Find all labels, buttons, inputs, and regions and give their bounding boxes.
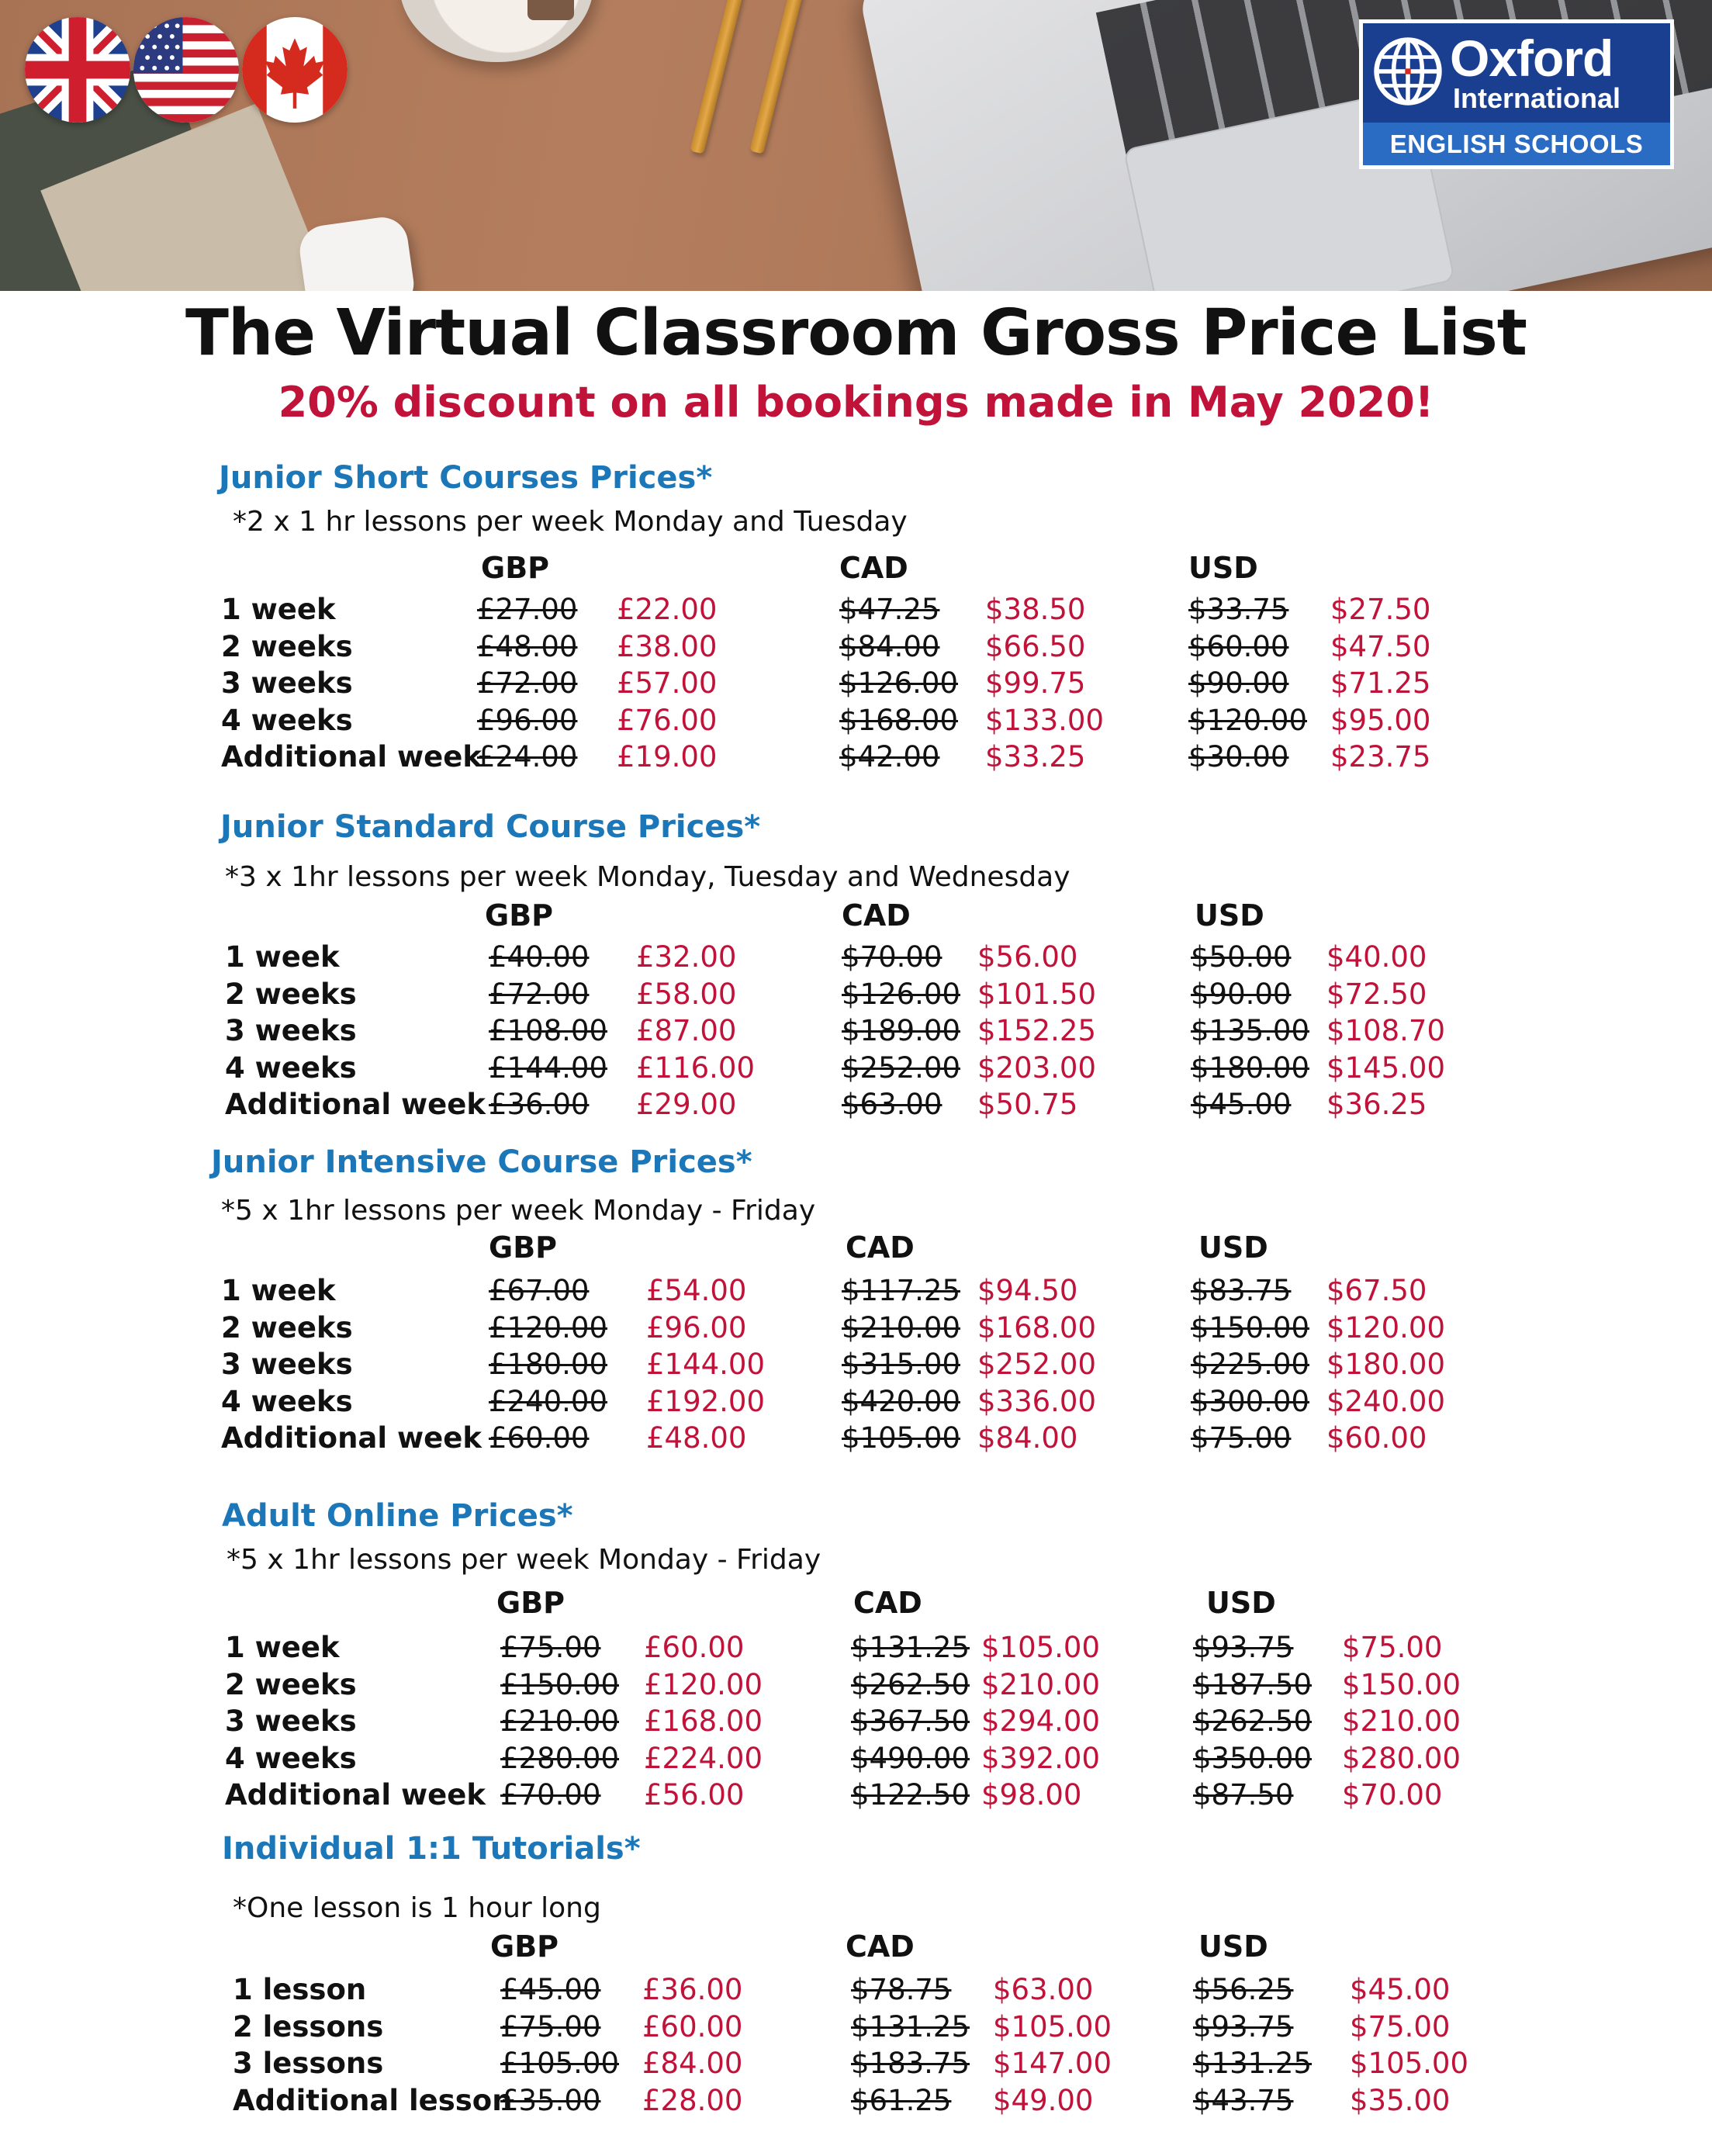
currency-header: CAD bbox=[839, 551, 908, 585]
duration-label: 2 lessons bbox=[233, 2009, 384, 2044]
price-row bbox=[0, 1740, 1712, 1777]
cad-discounted-price: $392.00 bbox=[981, 1741, 1101, 1775]
cad-original-price: $126.00 bbox=[839, 666, 959, 700]
gbp-original-price: £40.00 bbox=[489, 940, 590, 974]
duration-label: 2 weeks bbox=[221, 1310, 353, 1344]
cad-original-price: $183.75 bbox=[851, 2047, 970, 2080]
currency-header: GBP bbox=[496, 1586, 565, 1620]
section-heading: Junior Standard Course Prices* bbox=[220, 809, 761, 845]
duration-label: 1 week bbox=[225, 1631, 340, 1664]
currency-header: CAD bbox=[846, 1929, 915, 1964]
currency-header: USD bbox=[1198, 1230, 1268, 1265]
usd-original-price: $187.50 bbox=[1193, 1667, 1313, 1701]
price-row bbox=[0, 1346, 1712, 1383]
uk-flag-icon bbox=[25, 17, 130, 123]
section-note: *2 x 1 hr lessons per week Monday and Tuesday bbox=[233, 506, 908, 538]
gbp-discounted-price: £76.00 bbox=[617, 703, 718, 737]
us-flag-graphic bbox=[133, 17, 239, 123]
gbp-discounted-price: £144.00 bbox=[646, 1348, 766, 1381]
gbp-original-price: £96.00 bbox=[477, 703, 578, 737]
cad-discounted-price: $98.00 bbox=[981, 1778, 1082, 1812]
section-heading: Individual 1:1 Tutorials* bbox=[222, 1831, 641, 1867]
cad-original-price: $63.00 bbox=[842, 1088, 942, 1121]
cad-original-price: $367.50 bbox=[851, 1704, 970, 1738]
cad-discounted-price: $84.00 bbox=[977, 1421, 1078, 1455]
usd-original-price: $135.00 bbox=[1191, 1014, 1310, 1047]
cad-discounted-price: $168.00 bbox=[977, 1310, 1097, 1344]
uk-flag-graphic bbox=[25, 17, 130, 123]
usd-discounted-price: $45.00 bbox=[1350, 1973, 1451, 2006]
duration-label: 2 weeks bbox=[221, 629, 353, 663]
price-row bbox=[0, 665, 1712, 701]
gbp-discounted-price: £58.00 bbox=[636, 977, 737, 1011]
pencil bbox=[690, 0, 749, 154]
gbp-discounted-price: £116.00 bbox=[636, 1050, 756, 1085]
cad-original-price: $315.00 bbox=[842, 1348, 961, 1381]
us-flag-icon bbox=[133, 17, 239, 123]
section-note: *5 x 1hr lessons per week Monday - Friday bbox=[221, 1195, 816, 1227]
usd-original-price: $93.75 bbox=[1193, 1631, 1294, 1664]
usd-discounted-price: $71.25 bbox=[1330, 666, 1431, 700]
cad-original-price: $70.00 bbox=[842, 940, 942, 974]
cad-original-price: $252.00 bbox=[842, 1050, 961, 1085]
usd-discounted-price: $180.00 bbox=[1326, 1348, 1446, 1381]
usd-discounted-price: $280.00 bbox=[1342, 1741, 1461, 1775]
usd-original-price: $300.00 bbox=[1191, 1384, 1310, 1418]
price-row bbox=[0, 1666, 1712, 1703]
duration-label: 4 weeks bbox=[221, 703, 353, 737]
usd-discounted-price: $120.00 bbox=[1326, 1310, 1446, 1344]
logo-panel bbox=[1363, 23, 1670, 165]
earbuds-case bbox=[296, 214, 417, 291]
cad-original-price: $131.25 bbox=[851, 1631, 970, 1664]
price-row bbox=[0, 2009, 1712, 2045]
canada-flag-icon bbox=[242, 17, 348, 123]
gbp-original-price: £72.00 bbox=[477, 666, 578, 700]
usd-original-price: $83.75 bbox=[1191, 1274, 1292, 1307]
cad-discounted-price: $94.50 bbox=[977, 1274, 1078, 1307]
usd-original-price: $33.75 bbox=[1188, 593, 1289, 626]
gbp-original-price: £70.00 bbox=[500, 1778, 601, 1812]
cad-discounted-price: $56.00 bbox=[977, 940, 1078, 974]
usd-original-price: $131.25 bbox=[1193, 2047, 1313, 2080]
currency-header: USD bbox=[1198, 1929, 1268, 1964]
price-row bbox=[0, 1086, 1712, 1123]
usd-original-price: $350.00 bbox=[1193, 1741, 1313, 1775]
gbp-original-price: £48.00 bbox=[477, 629, 578, 663]
usd-discounted-price: $210.00 bbox=[1342, 1704, 1461, 1738]
cad-original-price: $84.00 bbox=[839, 629, 940, 663]
price-row bbox=[0, 1629, 1712, 1666]
gbp-discounted-price: £224.00 bbox=[644, 1741, 763, 1775]
gbp-discounted-price: £84.00 bbox=[642, 2047, 743, 2080]
duration-label: Additional week bbox=[225, 1088, 486, 1121]
gbp-original-price: £45.00 bbox=[500, 1973, 601, 2006]
cad-original-price: $210.00 bbox=[842, 1310, 961, 1344]
usd-discounted-price: $36.25 bbox=[1326, 1088, 1427, 1121]
cad-original-price: $189.00 bbox=[842, 1014, 961, 1047]
currency-header: CAD bbox=[846, 1230, 915, 1265]
section-heading: Junior Short Courses Prices* bbox=[219, 460, 713, 496]
gbp-discounted-price: £168.00 bbox=[644, 1704, 763, 1738]
usd-discounted-price: $67.50 bbox=[1326, 1274, 1427, 1307]
gbp-original-price: £240.00 bbox=[489, 1384, 608, 1418]
gbp-original-price: £280.00 bbox=[500, 1741, 620, 1775]
cad-discounted-price: $101.50 bbox=[977, 977, 1097, 1011]
section-note: *3 x 1hr lessons per week Monday, Tuesday and Wednesday bbox=[225, 861, 1070, 893]
cad-discounted-price: $33.25 bbox=[985, 740, 1086, 773]
usd-original-price: $180.00 bbox=[1191, 1050, 1310, 1085]
duration-label: 4 weeks bbox=[225, 1741, 357, 1775]
usd-discounted-price: $75.00 bbox=[1350, 2009, 1451, 2044]
currency-header: GBP bbox=[490, 1929, 559, 1964]
usd-discounted-price: $23.75 bbox=[1330, 740, 1431, 773]
usd-original-price: $60.00 bbox=[1188, 629, 1289, 663]
gbp-discounted-price: £29.00 bbox=[636, 1088, 737, 1121]
usd-original-price: $50.00 bbox=[1191, 940, 1292, 974]
usd-discounted-price: $40.00 bbox=[1326, 940, 1427, 974]
price-row bbox=[0, 1703, 1712, 1739]
cad-discounted-price: $66.50 bbox=[985, 629, 1086, 663]
usd-discounted-price: $70.00 bbox=[1342, 1778, 1443, 1812]
duration-label: Additional lesson bbox=[233, 2083, 513, 2117]
usd-discounted-price: $72.50 bbox=[1326, 977, 1427, 1011]
usd-original-price: $90.00 bbox=[1188, 666, 1289, 700]
gbp-original-price: £105.00 bbox=[500, 2047, 620, 2080]
gbp-discounted-price: £56.00 bbox=[644, 1778, 745, 1812]
usd-discounted-price: $95.00 bbox=[1330, 703, 1431, 737]
cad-discounted-price: $133.00 bbox=[985, 703, 1105, 737]
duration-label: Additional week bbox=[221, 1421, 482, 1455]
price-row bbox=[0, 702, 1712, 739]
discount-banner: 20% discount on all bookings made in May 2020! bbox=[278, 378, 1434, 427]
cad-original-price: $78.75 bbox=[851, 1973, 952, 2006]
duration-label: 3 lessons bbox=[233, 2047, 384, 2080]
price-row bbox=[0, 1050, 1712, 1086]
cad-original-price: $42.00 bbox=[839, 740, 940, 773]
cad-original-price: $122.50 bbox=[851, 1778, 970, 1812]
price-row bbox=[0, 1012, 1712, 1049]
cad-original-price: $47.25 bbox=[839, 593, 940, 626]
cad-original-price: $126.00 bbox=[842, 977, 961, 1011]
price-row bbox=[0, 1971, 1712, 2008]
gbp-discounted-price: £57.00 bbox=[617, 666, 718, 700]
usd-original-price: $120.00 bbox=[1188, 703, 1308, 737]
cad-discounted-price: $152.25 bbox=[977, 1014, 1097, 1047]
gbp-discounted-price: £32.00 bbox=[636, 940, 737, 974]
gbp-original-price: £120.00 bbox=[489, 1310, 608, 1344]
gbp-discounted-price: £60.00 bbox=[644, 1631, 745, 1664]
usd-original-price: $56.25 bbox=[1193, 1973, 1294, 2006]
duration-label: 1 week bbox=[221, 1274, 336, 1307]
gbp-original-price: £108.00 bbox=[489, 1014, 608, 1047]
gbp-original-price: £150.00 bbox=[500, 1667, 620, 1701]
gbp-original-price: £24.00 bbox=[477, 740, 578, 773]
cad-discounted-price: $294.00 bbox=[981, 1704, 1101, 1738]
gbp-original-price: £72.00 bbox=[489, 977, 590, 1011]
gbp-original-price: £210.00 bbox=[500, 1704, 620, 1738]
currency-header: USD bbox=[1206, 1586, 1276, 1620]
price-row bbox=[0, 1420, 1712, 1456]
gbp-discounted-price: £96.00 bbox=[646, 1310, 747, 1344]
usd-discounted-price: $47.50 bbox=[1330, 629, 1431, 663]
gbp-discounted-price: £48.00 bbox=[646, 1421, 747, 1455]
header-photo bbox=[0, 0, 1712, 291]
usd-original-price: $262.50 bbox=[1193, 1704, 1313, 1738]
gbp-original-price: £60.00 bbox=[489, 1421, 590, 1455]
currency-header: USD bbox=[1195, 898, 1264, 933]
cad-original-price: $131.25 bbox=[851, 2009, 970, 2044]
duration-label: Additional week bbox=[225, 1778, 486, 1812]
usd-original-price: $90.00 bbox=[1191, 977, 1292, 1011]
cad-discounted-price: $252.00 bbox=[977, 1348, 1097, 1381]
duration-label: 3 weeks bbox=[225, 1704, 357, 1738]
cad-original-price: $490.00 bbox=[851, 1741, 970, 1775]
globe-icon bbox=[1372, 36, 1444, 107]
gbp-discounted-price: £120.00 bbox=[644, 1667, 763, 1701]
usd-discounted-price: $240.00 bbox=[1326, 1384, 1446, 1418]
section-heading: Adult Online Prices* bbox=[222, 1498, 573, 1534]
price-row bbox=[0, 1272, 1712, 1309]
gbp-discounted-price: £22.00 bbox=[617, 593, 718, 626]
usd-original-price: $45.00 bbox=[1191, 1088, 1292, 1121]
duration-label: 2 weeks bbox=[225, 977, 357, 1011]
duration-label: 1 week bbox=[225, 940, 340, 974]
logo-band-text: ENGLISH SCHOOLS bbox=[1363, 123, 1670, 165]
gbp-original-price: £27.00 bbox=[477, 593, 578, 626]
usd-original-price: $75.00 bbox=[1191, 1421, 1292, 1455]
logo-name: Oxford bbox=[1450, 29, 1613, 87]
duration-label: Additional week bbox=[221, 740, 482, 773]
price-row bbox=[0, 1383, 1712, 1420]
price-row bbox=[0, 1310, 1712, 1346]
gbp-discounted-price: £19.00 bbox=[617, 740, 718, 773]
currency-header: GBP bbox=[481, 551, 550, 585]
section-note: *One lesson is 1 hour long bbox=[233, 1892, 601, 1924]
cad-original-price: $117.25 bbox=[842, 1274, 961, 1307]
price-row bbox=[0, 2082, 1712, 2119]
duration-label: 3 weeks bbox=[225, 1014, 357, 1047]
gbp-original-price: £67.00 bbox=[489, 1274, 590, 1307]
usd-original-price: $93.75 bbox=[1193, 2009, 1294, 2044]
usd-original-price: $150.00 bbox=[1191, 1310, 1310, 1344]
gbp-original-price: £75.00 bbox=[500, 1631, 601, 1664]
cad-original-price: $61.25 bbox=[851, 2083, 952, 2117]
usd-discounted-price: $60.00 bbox=[1326, 1421, 1427, 1455]
gbp-original-price: £75.00 bbox=[500, 2009, 601, 2044]
coffee-cup-lid bbox=[527, 0, 574, 20]
duration-label: 2 weeks bbox=[225, 1667, 357, 1701]
gbp-discounted-price: £38.00 bbox=[617, 629, 718, 663]
price-row bbox=[0, 628, 1712, 665]
gbp-discounted-price: £60.00 bbox=[642, 2009, 743, 2044]
logo-subname: International bbox=[1453, 82, 1621, 114]
cad-original-price: $105.00 bbox=[842, 1421, 961, 1455]
gbp-discounted-price: £54.00 bbox=[646, 1274, 747, 1307]
currency-header: GBP bbox=[489, 1230, 558, 1265]
cad-discounted-price: $203.00 bbox=[977, 1050, 1097, 1085]
usd-original-price: $30.00 bbox=[1188, 740, 1289, 773]
usd-discounted-price: $108.70 bbox=[1326, 1014, 1446, 1047]
gbp-original-price: £35.00 bbox=[500, 2083, 601, 2117]
usd-discounted-price: $145.00 bbox=[1326, 1050, 1446, 1085]
usd-original-price: $87.50 bbox=[1193, 1778, 1294, 1812]
usd-discounted-price: $150.00 bbox=[1342, 1667, 1461, 1701]
duration-label: 1 lesson bbox=[233, 1973, 367, 2006]
cad-discounted-price: $336.00 bbox=[977, 1384, 1097, 1418]
oxford-international-logo bbox=[1359, 19, 1674, 169]
section-note: *5 x 1hr lessons per week Monday - Friday bbox=[227, 1544, 821, 1576]
usd-discounted-price: $27.50 bbox=[1330, 593, 1431, 626]
gbp-original-price: £180.00 bbox=[489, 1348, 608, 1381]
usd-original-price: $43.75 bbox=[1193, 2083, 1294, 2117]
duration-label: 3 weeks bbox=[221, 666, 353, 700]
gbp-original-price: £36.00 bbox=[489, 1088, 590, 1121]
price-row bbox=[0, 976, 1712, 1012]
usd-discounted-price: $75.00 bbox=[1342, 1631, 1443, 1664]
price-row bbox=[0, 739, 1712, 775]
usd-discounted-price: $35.00 bbox=[1350, 2083, 1451, 2117]
cad-discounted-price: $49.00 bbox=[993, 2083, 1094, 2117]
usd-discounted-price: $105.00 bbox=[1350, 2047, 1469, 2080]
cad-discounted-price: $105.00 bbox=[981, 1631, 1101, 1664]
cad-discounted-price: $210.00 bbox=[981, 1667, 1101, 1701]
cad-discounted-price: $99.75 bbox=[985, 666, 1086, 700]
gbp-discounted-price: £192.00 bbox=[646, 1384, 766, 1418]
section-heading: Junior Intensive Course Prices* bbox=[211, 1144, 752, 1180]
cad-discounted-price: $105.00 bbox=[993, 2009, 1112, 2044]
cad-original-price: $420.00 bbox=[842, 1384, 961, 1418]
usd-original-price: $225.00 bbox=[1191, 1348, 1310, 1381]
gbp-discounted-price: £87.00 bbox=[636, 1014, 737, 1047]
cad-discounted-price: $147.00 bbox=[993, 2047, 1112, 2080]
currency-header: GBP bbox=[485, 898, 554, 933]
canada-flag-graphic bbox=[242, 17, 348, 123]
cad-discounted-price: $63.00 bbox=[993, 1973, 1094, 2006]
cad-original-price: $262.50 bbox=[851, 1667, 970, 1701]
currency-header: CAD bbox=[842, 898, 911, 933]
duration-label: 4 weeks bbox=[221, 1384, 353, 1418]
price-row bbox=[0, 1777, 1712, 1813]
gbp-original-price: £144.00 bbox=[489, 1050, 608, 1085]
pencil bbox=[749, 0, 808, 154]
price-row bbox=[0, 591, 1712, 628]
duration-label: 1 week bbox=[221, 593, 336, 626]
cad-original-price: $168.00 bbox=[839, 703, 959, 737]
duration-label: 3 weeks bbox=[221, 1348, 353, 1381]
currency-header: USD bbox=[1188, 551, 1258, 585]
duration-label: 4 weeks bbox=[225, 1050, 357, 1085]
gbp-discounted-price: £28.00 bbox=[642, 2083, 743, 2117]
cad-discounted-price: $50.75 bbox=[977, 1088, 1078, 1121]
cad-discounted-price: $38.50 bbox=[985, 593, 1086, 626]
page-title: The Virtual Classroom Gross Price List bbox=[185, 296, 1527, 370]
currency-header: CAD bbox=[853, 1586, 922, 1620]
price-row bbox=[0, 2045, 1712, 2082]
price-row bbox=[0, 939, 1712, 975]
gbp-discounted-price: £36.00 bbox=[642, 1973, 743, 2006]
